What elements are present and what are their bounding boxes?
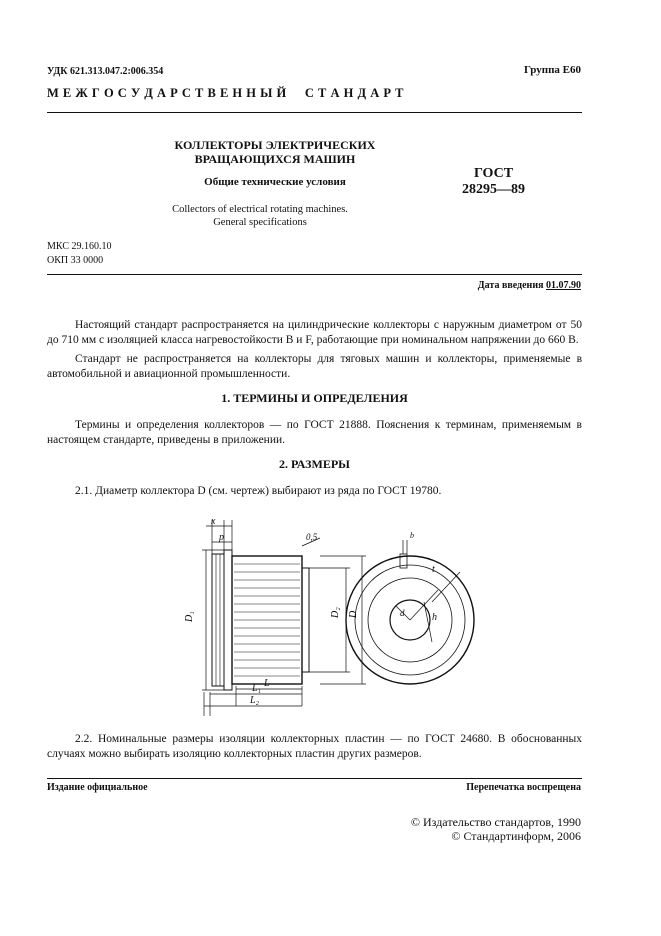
dim-b-label: b <box>410 531 414 540</box>
dim-d-label: D <box>348 610 359 618</box>
dim-x-label: x <box>211 516 216 527</box>
mks-code: МКС 29.160.10 <box>47 241 112 252</box>
title-line2: ВРАЩАЮЩИХСЯ МАШИН <box>194 152 356 166</box>
group-code: Группа Е60 <box>523 64 581 76</box>
section1-text: Термины и определения коллекторов — по ГОСТ 21888. Пояснения к терминам, применяемым в настоящем стандарте, приведены в приложении. <box>47 419 582 446</box>
dim-d1-label: D₁ <box>184 611 195 622</box>
official-edition: Издание официальное <box>47 782 148 793</box>
dim-l-label: L <box>264 678 270 689</box>
collector-drawing <box>170 510 490 720</box>
dim-h-label: h <box>432 612 437 623</box>
okp-code: ОКП 33 0000 <box>47 255 104 266</box>
collector-side-view <box>202 520 366 716</box>
standard-banner: М Е Ж Г О С У Д А Р С Т В Е Н Н Ы Й С Т А Н Д А Р Т <box>47 86 404 100</box>
clause-2-2: 2.2. Номинальные размеры изоляции коллекторных пластин — по ГОСТ 24680. В обоснованных случаях можно выбирать изоляцию коллекторных пластин других размеров. <box>47 733 582 760</box>
dim-l2-label: L₂ <box>250 695 260 706</box>
copyright-line1: © Издательство стандартов, 1990 <box>410 815 581 829</box>
scope-paragraph: Настоящий стандарт распространяется на цилиндрические коллекторы с наружным диаметром от 50 до 710 мм с изоляцией класса нагревостойкости В и F, работающие при номинальном напряжении до 660 В. <box>47 319 582 346</box>
gost-number: 28295—89 <box>462 182 525 197</box>
intro-date <box>478 280 581 291</box>
section1-heading: 1. ТЕРМИНЫ И ОПРЕДЕЛЕНИЯ <box>221 391 408 405</box>
codes-divider <box>47 274 582 275</box>
copyright-line2: © Стандартинформ, 2006 <box>451 829 581 843</box>
dim-p-label: p <box>219 532 224 543</box>
dim-t-label: t <box>432 564 435 575</box>
english-title-line1: Collectors of electrical rotating machines. <box>172 204 348 215</box>
collector-front-view <box>346 540 474 684</box>
title-line1: КОЛЛЕКТОРЫ ЭЛЕКТРИЧЕСКИХ <box>174 138 376 152</box>
exclusion-paragraph: Стандарт не распространяется на коллекторы для тяговых машин и коллекторы, применяемые в автомобильной и авиационной промышленности. <box>47 353 582 380</box>
document-subtitle: Общие технические условия <box>204 176 346 188</box>
header-divider <box>47 112 582 113</box>
dim-tolerance-label: 0,5 <box>306 532 318 542</box>
dim-small-d-label: d <box>400 608 405 618</box>
intro-date-value: 01.07.90 <box>546 280 581 291</box>
dim-l1-label: L₁ <box>252 683 262 694</box>
clause-2-1: 2.1. Диаметр коллектора D (см. чертеж) выбирают из ряда по ГОСТ 19780. <box>75 485 442 497</box>
gost-label: ГОСТ <box>474 166 514 181</box>
footer-divider <box>47 778 582 779</box>
english-title-line2: General specifications <box>213 217 307 228</box>
dim-d2-label: D₂ <box>330 607 341 618</box>
udk-code: УДК 621.313.047.2:006.354 <box>47 66 164 77</box>
reprint-notice: Перепечатка воспрещена <box>466 782 581 793</box>
section2-heading: 2. РАЗМЕРЫ <box>279 457 350 471</box>
intro-date-label: Дата введения <box>477 280 544 291</box>
